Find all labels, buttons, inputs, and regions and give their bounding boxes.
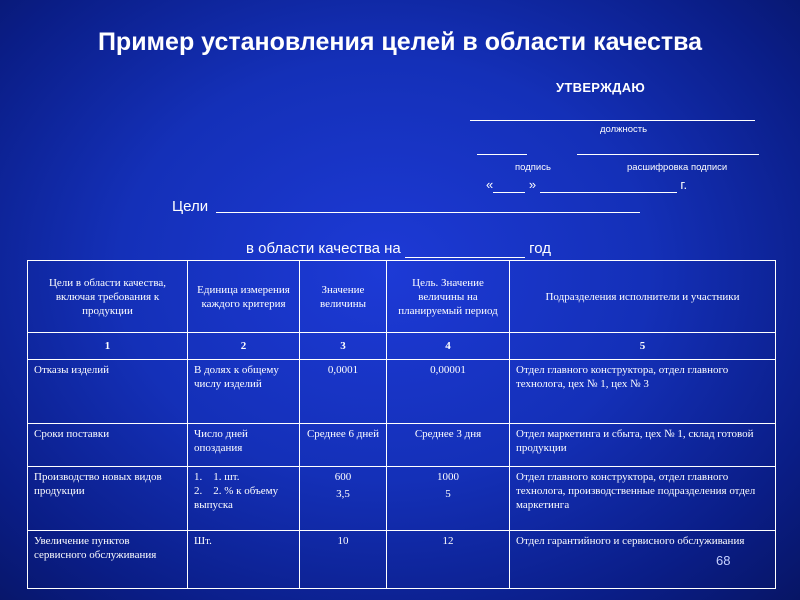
departments-cell: Отдел маркетинга и сбыта, цех № 1, склад готовой продукции [510,424,776,467]
column-number: 4 [387,333,510,360]
page-number: 68 [716,553,731,568]
value-line: 600 [334,471,352,483]
goal-cell: Сроки поставки [28,424,188,467]
decoding-line [577,154,759,155]
header-target: Цель. Значение величины на планируемый период [387,261,510,333]
table-row [28,424,776,467]
slide-title: Пример установления целей в области качества [97,28,703,56]
signature-caption: подпись [515,162,551,173]
value-line: 3,5 [336,488,350,500]
year-suffix: г. [680,177,688,192]
day-blank [493,177,525,193]
goals-label: Цели [172,198,209,215]
target-cell [387,467,510,531]
departments-cell: Отдел гарантийного и сервисного обслуживания [510,531,776,589]
month-year-blank [540,177,677,193]
table-header-row [28,261,776,333]
quote-close: » [528,177,537,192]
unit-item: 1. 1. шт. [194,471,240,483]
table-row [28,360,776,424]
column-number-row [28,333,776,360]
value-cell: 10 [300,531,387,589]
target-line: 5 [445,488,451,500]
target-cell: 0,00001 [387,360,510,424]
header-unit: Единица измерения каждого критерия [188,261,300,333]
value-cell [300,467,387,531]
quote-open: « [486,177,494,192]
position-caption: должность [600,124,648,135]
column-number: 5 [510,333,776,360]
goals-line [216,212,640,213]
target-cell: Среднее 3 дня [387,424,510,467]
signature-line [477,154,527,155]
quality-goals-table [27,260,776,589]
departments-cell: Отдел главного конструктора, отдел главного технолога, цех № 1, цех № 3 [510,360,776,424]
position-line [470,120,755,121]
value-cell: 0,0001 [300,360,387,424]
goal-cell: Производство новых видов продукции [28,467,188,531]
unit-cell [188,467,300,531]
departments-cell: Отдел главного конструктора, отдел главного технолога, производственные подразделения отдел маркетинга [510,467,776,531]
header-value: Значение величины [300,261,387,333]
table-row [28,467,776,531]
unit-cell: Число дней опоздания [188,424,300,467]
quality-period-line [246,240,551,258]
header-departments: Подразделения исполнители и участники [510,261,776,333]
goal-cell: Отказы изделий [28,360,188,424]
decoding-caption: расшифровка подписи [627,162,728,173]
unit-cell: Шт. [188,531,300,589]
column-number: 1 [28,333,188,360]
approval-date [486,177,687,193]
period-blank [405,240,525,258]
unit-item: 2. 2. % к объему выпуска [194,485,281,511]
quality-suffix: год [529,240,552,257]
column-number: 2 [188,333,300,360]
goal-cell: Увеличение пунктов сервисного обслуживания [28,531,188,589]
unit-cell: В долях к общему числу изделий [188,360,300,424]
quality-prefix: в области качества на [246,240,401,257]
column-number: 3 [300,333,387,360]
approval-heading: УТВЕРЖДАЮ [556,80,646,95]
value-cell: Среднее 6 дней [300,424,387,467]
target-cell: 12 [387,531,510,589]
header-goals: Цели в области качества, включая требования к продукции [28,261,188,333]
table-row [28,531,776,589]
target-line: 1000 [437,471,459,483]
